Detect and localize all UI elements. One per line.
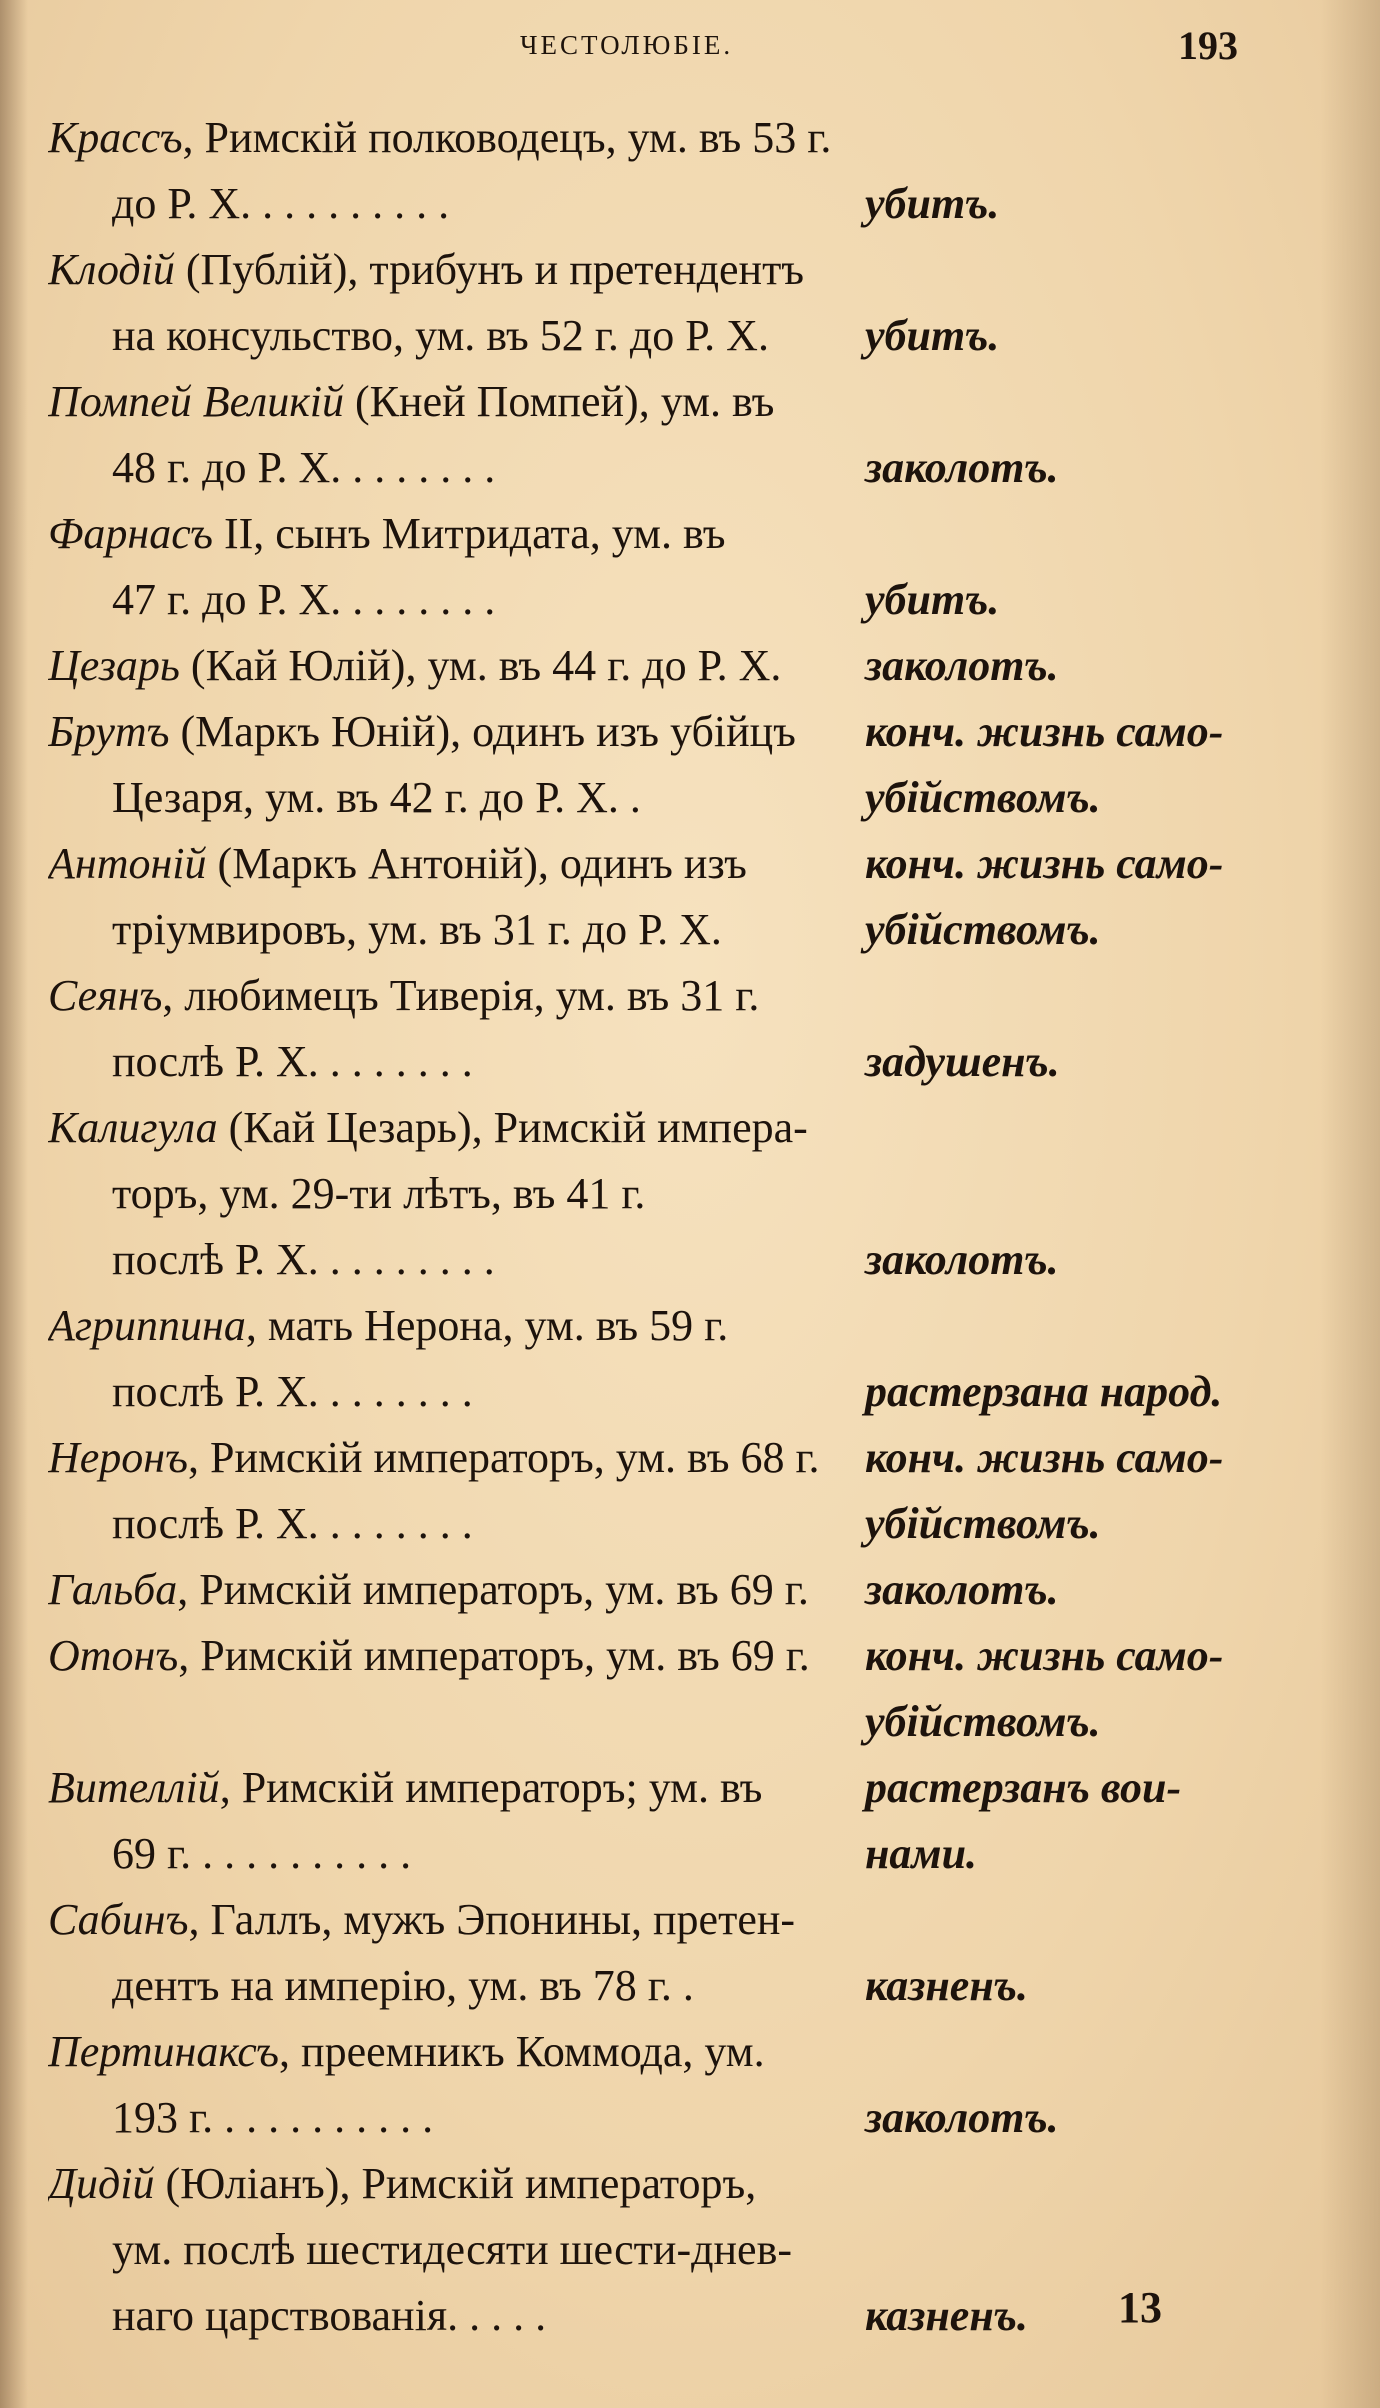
entry-text <box>48 1095 878 1161</box>
entry-text <box>112 1161 878 1227</box>
entry-text <box>112 171 878 237</box>
entry-description: , преемникъ Коммода, ум. <box>279 2027 765 2076</box>
entry-line <box>40 1293 1240 1359</box>
entry-description: , Римскій императоръ; ум. въ <box>219 1763 763 1812</box>
entry-description: 69 г. . . . . . . . . . . <box>112 1829 412 1878</box>
entry-description: Цезаря, ум. въ 42 г. до Р. Х. . <box>112 773 641 822</box>
entry-text <box>48 2151 878 2217</box>
entry-fate: убійствомъ. <box>865 1499 1101 1548</box>
entry-description: послѣ Р. Х. . . . . . . . <box>112 1037 473 1086</box>
entry-text <box>112 303 878 369</box>
entry-fate: конч. жизнь само- <box>865 839 1224 888</box>
entry-fate: казненъ. <box>865 2291 1028 2340</box>
entry-name: Крассъ <box>48 113 183 162</box>
page-header <box>0 22 1380 82</box>
entry-description: 47 г. до Р. Х. . . . . . . . <box>112 575 496 624</box>
entry-text <box>48 369 878 435</box>
entry-text <box>48 105 878 171</box>
entry-fate: убійствомъ. <box>865 773 1101 822</box>
entry-fate: конч. жизнь само- <box>865 1631 1224 1680</box>
entry-name: Дидій <box>48 2159 155 2208</box>
entry-line <box>40 699 1240 765</box>
entry-line <box>40 1623 1240 1689</box>
entry-description: дентъ на имперію, ум. въ 78 г. . <box>112 1961 694 2010</box>
entry-name: Агриппина <box>48 1301 246 1350</box>
entry-text <box>112 1029 878 1095</box>
entry-description: послѣ Р. Х. . . . . . . . . <box>112 1235 495 1284</box>
entry-name: Фарнасъ <box>48 509 213 558</box>
entry-line <box>40 435 1240 501</box>
entry-text <box>48 237 878 303</box>
entry-text <box>48 1755 878 1821</box>
entry-line <box>40 1887 1240 1953</box>
entry-description: , мать Нерона, ум. въ 59 г. <box>245 1301 729 1350</box>
entry-name: Брутъ <box>48 707 170 756</box>
entry-line <box>40 171 1240 237</box>
entry-line <box>40 897 1240 963</box>
entry-fate: заколотъ. <box>865 1235 1059 1284</box>
entry-description: (Маркъ Антоній), одинъ изъ <box>206 839 747 888</box>
entry-line <box>40 1161 1240 1227</box>
entry-line <box>40 1755 1240 1821</box>
entry-fate: убитъ. <box>865 311 1000 360</box>
entry-description: ум. послѣ шестидесяти шести-днев- <box>112 2225 793 2274</box>
entry-fate: убійствомъ. <box>865 1697 1101 1746</box>
entry-fate: конч. жизнь само- <box>865 707 1224 756</box>
entry-name: Неронъ <box>48 1433 188 1482</box>
entry-line <box>40 1029 1240 1095</box>
entry-description: 48 г. до Р. Х. . . . . . . . <box>112 443 496 492</box>
entry-text <box>48 1293 878 1359</box>
entry-description: до Р. Х. . . . . . . . . . <box>112 179 450 228</box>
entry-line <box>40 2019 1240 2085</box>
entry-text <box>112 567 878 633</box>
entry-line <box>40 831 1240 897</box>
entry-text <box>48 1887 878 1953</box>
entry-line <box>40 765 1240 831</box>
entry-description: (Маркъ Юній), одинъ изъ убійцъ <box>169 707 796 756</box>
entry-line <box>40 1557 1240 1623</box>
entry-description: (Кней Помпей), ум. въ <box>344 377 775 426</box>
entry-fate: растерзана народ. <box>865 1367 1223 1416</box>
entry-line <box>40 1689 1240 1755</box>
entry-description: II, сынъ Митридата, ум. въ <box>213 509 726 558</box>
entry-fate: растерзанъ вои- <box>865 1763 1182 1812</box>
entry-description: послѣ Р. Х. . . . . . . . <box>112 1499 473 1548</box>
entry-text <box>112 1227 878 1293</box>
entry-line <box>40 501 1240 567</box>
entry-name: Отонъ <box>48 1631 179 1680</box>
entry-text <box>112 765 878 831</box>
entry-text <box>48 963 878 1029</box>
entry-description: (Юліанъ), Римскій императоръ, <box>154 2159 757 2208</box>
entry-text <box>48 831 878 897</box>
entry-text <box>112 1359 878 1425</box>
entry-description: , Галлъ, мужъ Эпонины, претен- <box>188 1895 796 1944</box>
running-title: ЧЕСТОЛЮБІЕ. <box>520 30 734 60</box>
entry-fate: заколотъ. <box>865 2093 1059 2142</box>
entry-line <box>40 303 1240 369</box>
entry-text <box>112 1953 878 2019</box>
entry-name: Сабинъ <box>48 1895 189 1944</box>
entry-line <box>40 2283 1240 2349</box>
entry-name: Сеянъ <box>48 971 163 1020</box>
entry-line <box>40 2217 1240 2283</box>
entry-line <box>40 1095 1240 1161</box>
entry-text <box>48 501 878 567</box>
entry-line <box>40 1491 1240 1557</box>
entry-text <box>112 435 878 501</box>
entry-fate: убійствомъ. <box>865 905 1101 954</box>
entry-fate: нами. <box>865 1829 978 1878</box>
entry-description: наго царствованія. . . . . <box>112 2291 547 2340</box>
entry-fate: заколотъ. <box>865 641 1059 690</box>
entry-fate: заколотъ. <box>865 443 1059 492</box>
entry-fate: заколотъ. <box>865 1565 1059 1614</box>
entry-text <box>112 2283 878 2349</box>
entry-description: , Римскій императоръ, ум. въ 68 г. <box>187 1433 820 1482</box>
entry-name: Пертинаксъ <box>48 2027 280 2076</box>
entry-text <box>48 1557 878 1623</box>
entry-line <box>40 2085 1240 2151</box>
entry-description: тріумвировъ, ум. въ 31 г. до Р. Х. <box>112 905 722 954</box>
entry-line <box>40 2151 1240 2217</box>
entry-fate: казненъ. <box>865 1961 1028 2010</box>
entry-fate: конч. жизнь само- <box>865 1433 1224 1482</box>
entry-line <box>40 1953 1240 2019</box>
entry-text <box>112 1491 878 1557</box>
entry-line <box>40 1425 1240 1491</box>
entry-name: Гальба <box>48 1565 178 1614</box>
entry-fate: убитъ. <box>865 179 1000 228</box>
entry-description: (Публій), трибунъ и претендентъ <box>174 245 805 294</box>
entry-line <box>40 369 1240 435</box>
entry-text <box>112 897 878 963</box>
entry-line <box>40 1227 1240 1293</box>
entry-description: на консульство, ум. въ 52 г. до Р. Х. <box>112 311 769 360</box>
entry-line <box>40 963 1240 1029</box>
entry-line <box>40 567 1240 633</box>
entry-text <box>112 2085 878 2151</box>
entry-description: , Римскій полководецъ, ум. въ 53 г. <box>182 113 832 162</box>
entry-fate: убитъ. <box>865 575 1000 624</box>
entry-name: Антоній <box>48 839 207 888</box>
entry-name: Цезарь <box>48 641 180 690</box>
entry-fate: задушенъ. <box>865 1037 1060 1086</box>
entry-text <box>48 2019 878 2085</box>
entry-description: , Римскій императоръ, ум. въ 69 г. <box>177 1565 809 1614</box>
entry-text <box>48 699 878 765</box>
entries-list <box>40 105 1240 2349</box>
entry-text <box>112 1821 878 1887</box>
entry-line <box>40 105 1240 171</box>
entry-line <box>40 1359 1240 1425</box>
entry-description: послѣ Р. Х. . . . . . . . <box>112 1367 473 1416</box>
entry-text <box>48 633 878 699</box>
entry-description: 193 г. . . . . . . . . . . <box>112 2093 434 2142</box>
entry-description: , Римскій императоръ, ум. въ 69 г. <box>178 1631 810 1680</box>
entry-text <box>112 2217 878 2283</box>
entry-description: , любимецъ Тиверія, ум. въ 31 г. <box>162 971 760 1020</box>
entry-text <box>48 1425 878 1491</box>
entry-description: (Кай Юлій), ум. въ 44 г. до Р. Х. <box>179 641 782 690</box>
entry-line <box>40 237 1240 303</box>
entry-line <box>40 633 1240 699</box>
entry-text <box>48 1623 878 1689</box>
entry-line <box>40 1821 1240 1887</box>
entry-description: торъ, ум. 29-ти лѣтъ, въ 41 г. <box>112 1169 646 1218</box>
page-number: 193 <box>1178 23 1238 68</box>
entry-name: Вителлій <box>48 1763 220 1812</box>
entry-name: Клодій <box>48 245 175 294</box>
entry-name: Помпей Великій <box>48 377 345 426</box>
printer-signature: 13 <box>1118 2283 1162 2332</box>
entry-description: (Кай Цезарь), Римскій импера- <box>217 1103 808 1152</box>
entry-name: Калигула <box>48 1103 218 1152</box>
